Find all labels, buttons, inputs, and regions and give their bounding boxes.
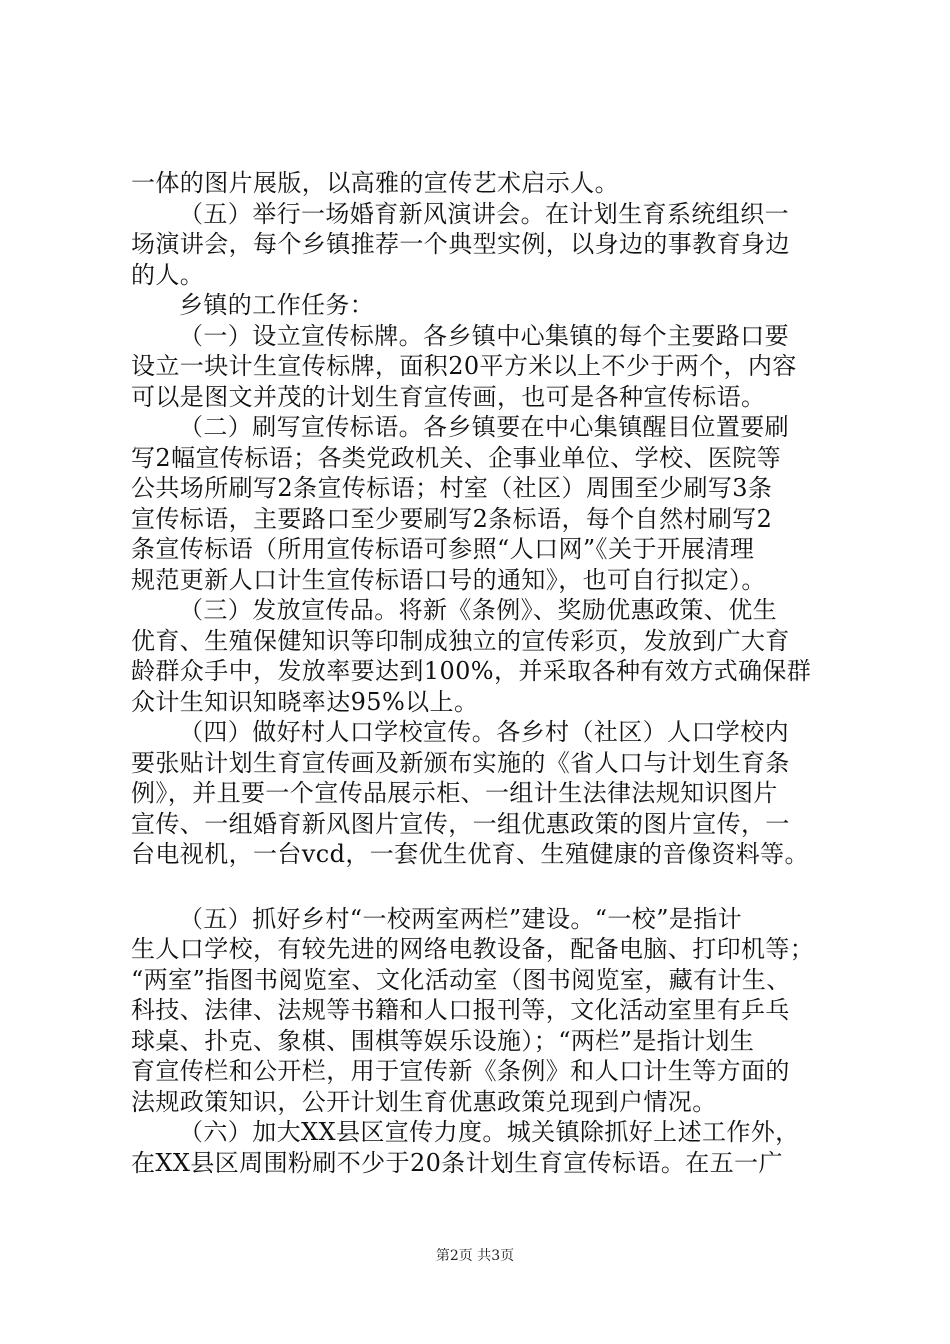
text-line: 的人。 [131, 260, 205, 289]
text-line: 球桌、扑克、象棋、围棋等娱乐设施）；“两栏”是指计划生 [131, 1026, 755, 1055]
text-line: （五）抓好乡村“一校两室两栏”建设。“一校”是指计 [179, 904, 743, 933]
text-line: 宣传、一组婚育新风图片宣传，一组优惠政策的图片宣传，一 [131, 809, 790, 838]
text-line: 写2幅宣传标语；各类党政机关、企事业单位、学校、医院等 [131, 443, 782, 472]
text-line: 要张贴计划生育宣传画及新颁布实施的《省人口与计划生育条 [131, 748, 790, 777]
text-line: 公共场所刷写2条宣传标语；村室（社区）周围至少刷写3条 [131, 474, 773, 502]
text-line: 生人口学校，有较先进的网络电教设备，配备电脑、打印机等； [131, 935, 815, 963]
text-line: 场演讲会，每个乡镇推荐一个典型实例，以身边的事教育身边 [131, 230, 790, 258]
text-line: （五）举行一场婚育新风演讲会。在计划生育系统组织一 [179, 199, 789, 228]
text-line: 在XX县区周围粉刷不少于20条计划生育宣传标语。在五一广 [131, 1148, 783, 1177]
text-line: （二）刷写宣传标语。各乡镇要在中心集镇醒目位置要刷 [179, 413, 789, 441]
page-number-footer: 第2页 共3页 [435, 1248, 515, 1264]
text-line: （一）设立宣传标牌。各乡镇中心集镇的每个主要路口要 [179, 321, 789, 350]
text-line: 可以是图文并茂的计划生育宣传画，也可是各种宣传标语。 [131, 382, 766, 411]
text-line: 条宣传标语（所用宣传标语可参照“人口网”《关于开展清理 [131, 535, 755, 563]
text-line: 育宣传栏和公开栏，用于宣传新《条例》和人口计生等方面的 [131, 1057, 790, 1085]
text-line: （六）加大XX县区宣传力度。城关镇除抓好上述工作外， [179, 1118, 800, 1146]
text-line: 台电视机，一台vcd，一套优生优育、生殖健康的音像资料等。 [131, 840, 809, 868]
text-line: 众计生知识知晓率达95%以上。 [131, 687, 479, 716]
text-line: 宣传标语，主要路口至少要刷写2条标语，每个自然村刷写2 [131, 504, 773, 533]
text-line: 例》，并且要一个宣传品展示柜、一组计生法律法规知识图片 [131, 779, 778, 807]
text-line: （四）做好村人口学校宣传。各乡村（社区）人口学校内 [179, 718, 789, 746]
text-line: （三）发放宣传品。将新《条例》、奖励优惠政策、优生 [179, 596, 777, 624]
text-line: 设立一块计生宣传标牌，面积20平方米以上不少于两个，内容 [131, 352, 797, 380]
text-line: 科技、法律、法规等书籍和人口报刊等，文化活动室里有乒乓 [131, 996, 790, 1024]
text-line: 一体的图片展版，以高雅的宣传艺术启示人。 [131, 169, 619, 197]
text-line: 龄群众手中，发放率要达到100%，并采取各种有效方式确保群 [131, 657, 812, 685]
text-line: “两室”指图书阅览室、文化活动室（图书阅览室，藏有计生、 [131, 965, 791, 994]
text-line: 法规政策知识，公开计划生育优惠政策兑现到户情况。 [131, 1087, 717, 1116]
document-body [131, 168, 851, 1178]
paragraph-gap [131, 870, 851, 904]
text-line: 规范更新人口计生宣传标语口号的通知》，也可自行拟定）。 [131, 565, 766, 594]
section-heading: 乡镇的工作任务： [179, 291, 375, 319]
text-line: 优育、生殖保健知识等印制成独立的宣传彩页，发放到广大育 [131, 626, 790, 655]
